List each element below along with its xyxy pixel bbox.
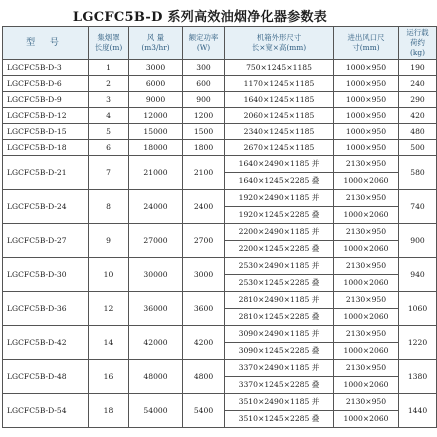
load-cell: 1220 bbox=[399, 326, 437, 360]
power-cell: 2100 bbox=[183, 156, 225, 190]
power-cell: 3600 bbox=[183, 292, 225, 326]
power-cell: 1200 bbox=[183, 108, 225, 124]
load-cell: 290 bbox=[399, 92, 437, 108]
power-cell: 1800 bbox=[183, 140, 225, 156]
dimensions-cell: 2060×1245×1185 bbox=[225, 108, 334, 124]
dimensions-cell: 2810×2490×1185 并 bbox=[225, 292, 334, 309]
model-cell: LGCFC5B-D-3 bbox=[3, 60, 89, 76]
model-cell: LGCFC5B-D-6 bbox=[3, 76, 89, 92]
dimensions-cell: 3090×2490×1185 并 bbox=[225, 326, 334, 343]
ports-cell: 2130×950 bbox=[334, 394, 399, 411]
load-cell: 940 bbox=[399, 258, 437, 292]
length-cell: 3 bbox=[89, 92, 129, 108]
load-cell: 420 bbox=[399, 108, 437, 124]
ports-cell: 2130×950 bbox=[334, 224, 399, 241]
ports-cell: 2130×950 bbox=[334, 258, 399, 275]
airflow-cell: 36000 bbox=[129, 292, 183, 326]
table-row bbox=[3, 108, 437, 124]
ports-cell: 1000×950 bbox=[334, 92, 399, 108]
dimensions-cell: 3090×1245×2285 叠 bbox=[225, 343, 334, 360]
power-cell: 900 bbox=[183, 92, 225, 108]
airflow-cell: 6000 bbox=[129, 76, 183, 92]
ports-cell: 1000×950 bbox=[334, 76, 399, 92]
airflow-cell: 48000 bbox=[129, 360, 183, 394]
table-row bbox=[3, 224, 437, 241]
length-cell: 18 bbox=[89, 394, 129, 428]
parameter-table bbox=[2, 26, 437, 428]
load-cell: 1380 bbox=[399, 360, 437, 394]
header-dimensions: 机箱外形尺寸 长×宽×高(mm) bbox=[225, 27, 334, 60]
dimensions-cell: 2670×1245×1185 bbox=[225, 140, 334, 156]
table-row bbox=[3, 326, 437, 343]
power-cell: 5400 bbox=[183, 394, 225, 428]
airflow-cell: 30000 bbox=[129, 258, 183, 292]
model-cell: LGCFC5B-D-9 bbox=[3, 92, 89, 108]
dimensions-cell: 2810×1245×2285 叠 bbox=[225, 309, 334, 326]
dimensions-cell: 1640×1245×1185 bbox=[225, 92, 334, 108]
airflow-cell: 24000 bbox=[129, 190, 183, 224]
length-cell: 10 bbox=[89, 258, 129, 292]
model-cell: LGCFC5B-D-48 bbox=[3, 360, 89, 394]
dimensions-cell: 2530×1245×2285 叠 bbox=[225, 275, 334, 292]
power-cell: 300 bbox=[183, 60, 225, 76]
airflow-cell: 3000 bbox=[129, 60, 183, 76]
table-row bbox=[3, 76, 437, 92]
dimensions-cell: 2200×1245×2285 叠 bbox=[225, 241, 334, 258]
model-cell: LGCFC5B-D-36 bbox=[3, 292, 89, 326]
model-cell: LGCFC5B-D-42 bbox=[3, 326, 89, 360]
dimensions-cell: 3370×2490×1185 并 bbox=[225, 360, 334, 377]
load-cell: 500 bbox=[399, 140, 437, 156]
ports-cell: 2130×950 bbox=[334, 326, 399, 343]
load-cell: 480 bbox=[399, 124, 437, 140]
header-ports: 进出风口尺 寸(mm) bbox=[334, 27, 399, 60]
dimensions-cell: 750×1245×1185 bbox=[225, 60, 334, 76]
airflow-cell: 15000 bbox=[129, 124, 183, 140]
dimensions-cell: 2200×2490×1185 并 bbox=[225, 224, 334, 241]
dimensions-cell: 1920×2490×1185 并 bbox=[225, 190, 334, 207]
ports-cell: 1000×950 bbox=[334, 60, 399, 76]
ports-cell: 1000×2060 bbox=[334, 173, 399, 190]
load-cell: 580 bbox=[399, 156, 437, 190]
load-cell: 1440 bbox=[399, 394, 437, 428]
airflow-cell: 21000 bbox=[129, 156, 183, 190]
power-cell: 600 bbox=[183, 76, 225, 92]
power-cell: 2400 bbox=[183, 190, 225, 224]
header-model: 型 号 bbox=[3, 27, 89, 60]
header-power: 额定功率 (W) bbox=[183, 27, 225, 60]
length-cell: 16 bbox=[89, 360, 129, 394]
load-cell: 1060 bbox=[399, 292, 437, 326]
dimensions-cell: 3510×2490×1185 并 bbox=[225, 394, 334, 411]
model-cell: LGCFC5B-D-18 bbox=[3, 140, 89, 156]
table-row bbox=[3, 60, 437, 76]
model-cell: LGCFC5B-D-21 bbox=[3, 156, 89, 190]
ports-cell: 2130×950 bbox=[334, 190, 399, 207]
airflow-cell: 18000 bbox=[129, 140, 183, 156]
power-cell: 2700 bbox=[183, 224, 225, 258]
table-row bbox=[3, 292, 437, 309]
dimensions-cell: 1640×2490×1185 并 bbox=[225, 156, 334, 173]
ports-cell: 2130×950 bbox=[334, 360, 399, 377]
ports-cell: 1000×950 bbox=[334, 124, 399, 140]
model-cell: LGCFC5B-D-24 bbox=[3, 190, 89, 224]
dimensions-cell: 3510×1245×2285 叠 bbox=[225, 411, 334, 428]
load-cell: 900 bbox=[399, 224, 437, 258]
length-cell: 12 bbox=[89, 292, 129, 326]
table-body bbox=[3, 60, 437, 428]
dimensions-cell: 1920×1245×2285 叠 bbox=[225, 207, 334, 224]
load-cell: 190 bbox=[399, 60, 437, 76]
airflow-cell: 54000 bbox=[129, 394, 183, 428]
dimensions-cell: 1170×1245×1185 bbox=[225, 76, 334, 92]
dimensions-cell: 1640×1245×2285 叠 bbox=[225, 173, 334, 190]
ports-cell: 1000×950 bbox=[334, 108, 399, 124]
length-cell: 5 bbox=[89, 124, 129, 140]
power-cell: 4800 bbox=[183, 360, 225, 394]
header-load: 运行载 荷约 (kg) bbox=[399, 27, 437, 60]
load-cell: 240 bbox=[399, 76, 437, 92]
table-row bbox=[3, 92, 437, 108]
length-cell: 2 bbox=[89, 76, 129, 92]
airflow-cell: 27000 bbox=[129, 224, 183, 258]
model-cell: LGCFC5B-D-12 bbox=[3, 108, 89, 124]
length-cell: 1 bbox=[89, 60, 129, 76]
airflow-cell: 12000 bbox=[129, 108, 183, 124]
load-cell: 740 bbox=[399, 190, 437, 224]
table-row bbox=[3, 140, 437, 156]
table-row bbox=[3, 124, 437, 140]
header-length: 集烟罩 长度(m) bbox=[89, 27, 129, 60]
power-cell: 3000 bbox=[183, 258, 225, 292]
dimensions-cell: 2530×2490×1185 并 bbox=[225, 258, 334, 275]
length-cell: 14 bbox=[89, 326, 129, 360]
dimensions-cell: 2340×1245×1185 bbox=[225, 124, 334, 140]
table-row bbox=[3, 360, 437, 377]
length-cell: 7 bbox=[89, 156, 129, 190]
length-cell: 9 bbox=[89, 224, 129, 258]
model-cell: LGCFC5B-D-54 bbox=[3, 394, 89, 428]
power-cell: 1500 bbox=[183, 124, 225, 140]
ports-cell: 1000×2060 bbox=[334, 241, 399, 258]
length-cell: 8 bbox=[89, 190, 129, 224]
table-row bbox=[3, 156, 437, 173]
page-title: LGCFC5B-D 系列高效油烟净化器参数表 bbox=[72, 10, 328, 25]
ports-cell: 2130×950 bbox=[334, 292, 399, 309]
dimensions-cell: 3370×1245×2285 叠 bbox=[225, 377, 334, 394]
header-row bbox=[3, 27, 437, 60]
power-cell: 4200 bbox=[183, 326, 225, 360]
ports-cell: 2130×950 bbox=[334, 156, 399, 173]
header-airflow: 风 量 (m3/hr) bbox=[129, 27, 183, 60]
ports-cell: 1000×2060 bbox=[334, 343, 399, 360]
ports-cell: 1000×950 bbox=[334, 140, 399, 156]
ports-cell: 1000×2060 bbox=[334, 275, 399, 292]
table-row bbox=[3, 258, 437, 275]
ports-cell: 1000×2060 bbox=[334, 411, 399, 428]
length-cell: 4 bbox=[89, 108, 129, 124]
model-cell: LGCFC5B-D-30 bbox=[3, 258, 89, 292]
ports-cell: 1000×2060 bbox=[334, 207, 399, 224]
model-cell: LGCFC5B-D-27 bbox=[3, 224, 89, 258]
table-row bbox=[3, 190, 437, 207]
length-cell: 6 bbox=[89, 140, 129, 156]
model-cell: LGCFC5B-D-15 bbox=[3, 124, 89, 140]
table-row bbox=[3, 394, 437, 411]
airflow-cell: 42000 bbox=[129, 326, 183, 360]
ports-cell: 1000×2060 bbox=[334, 309, 399, 326]
airflow-cell: 9000 bbox=[129, 92, 183, 108]
ports-cell: 1000×2060 bbox=[334, 377, 399, 394]
